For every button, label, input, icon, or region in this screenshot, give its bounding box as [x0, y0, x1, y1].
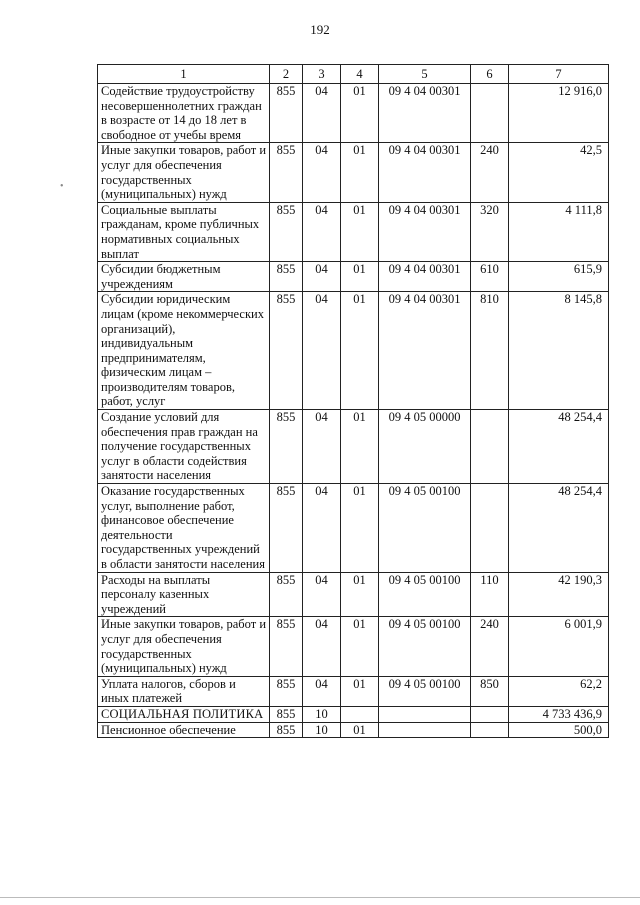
row-col-2: 855 [270, 722, 303, 738]
row-col-6 [471, 410, 509, 484]
row-name: Содействие трудоустройству несовершеннолетних граждан в возрасте от 14 до 18 лет в свободное от учебы время [98, 84, 270, 143]
row-col-7: 8 145,8 [509, 292, 609, 410]
header-col-6: 6 [471, 65, 509, 84]
row-col-3: 04 [303, 202, 341, 261]
row-col-5: 09 4 04 00301 [379, 202, 471, 261]
header-col-1: 1 [98, 65, 270, 84]
row-col-3: 04 [303, 143, 341, 202]
row-col-5 [379, 706, 471, 722]
row-col-6: 320 [471, 202, 509, 261]
row-col-5: 09 4 05 00100 [379, 484, 471, 573]
row-col-2: 855 [270, 143, 303, 202]
row-col-3: 04 [303, 410, 341, 484]
row-col-6 [471, 84, 509, 143]
row-col-7: 42,5 [509, 143, 609, 202]
row-col-2: 855 [270, 262, 303, 292]
row-col-3: 04 [303, 292, 341, 410]
row-col-7: 4 111,8 [509, 202, 609, 261]
row-col-4: 01 [341, 484, 379, 573]
row-name: Оказание государственных услуг, выполнение работ, финансовое обеспечение деятельности государственных учреждений в области занятости населения [98, 484, 270, 573]
row-name: СОЦИАЛЬНАЯ ПОЛИТИКА [98, 706, 270, 722]
row-col-7: 6 001,9 [509, 617, 609, 676]
row-col-5: 09 4 05 00000 [379, 410, 471, 484]
row-col-2: 855 [270, 484, 303, 573]
row-col-7: 4 733 436,9 [509, 706, 609, 722]
row-col-3: 04 [303, 84, 341, 143]
row-col-6 [471, 706, 509, 722]
row-name: Социальные выплаты гражданам, кроме публичных нормативных социальных выплат [98, 202, 270, 261]
table-row [98, 262, 609, 292]
table-row [98, 292, 609, 410]
table-row [98, 617, 609, 676]
row-col-2: 855 [270, 676, 303, 706]
page-bottom-edge [0, 897, 640, 898]
row-col-5: 09 4 04 00301 [379, 143, 471, 202]
row-col-4: 01 [341, 262, 379, 292]
row-col-5: 09 4 05 00100 [379, 676, 471, 706]
table-row [98, 484, 609, 573]
row-col-5: 09 4 05 00100 [379, 572, 471, 617]
row-col-4: 01 [341, 202, 379, 261]
header-col-2: 2 [270, 65, 303, 84]
row-name: Уплата налогов, сборов и иных платежей [98, 676, 270, 706]
row-col-6: 240 [471, 617, 509, 676]
row-col-6: 850 [471, 676, 509, 706]
table-row [98, 202, 609, 261]
table-row [98, 84, 609, 143]
row-col-6: 810 [471, 292, 509, 410]
row-name: Иные закупки товаров, работ и услуг для обеспечения государственных (муниципальных) нужд [98, 143, 270, 202]
table-row [98, 722, 609, 738]
row-col-2: 855 [270, 292, 303, 410]
margin-mark: • [60, 181, 64, 192]
row-col-2: 855 [270, 202, 303, 261]
row-col-7: 615,9 [509, 262, 609, 292]
row-col-2: 855 [270, 617, 303, 676]
row-col-4: 01 [341, 410, 379, 484]
table-header-row [98, 65, 609, 84]
row-col-3: 04 [303, 262, 341, 292]
header-col-7: 7 [509, 65, 609, 84]
row-col-6 [471, 722, 509, 738]
row-col-7: 500,0 [509, 722, 609, 738]
header-col-5: 5 [379, 65, 471, 84]
row-col-3: 10 [303, 706, 341, 722]
row-col-4: 01 [341, 572, 379, 617]
header-col-4: 4 [341, 65, 379, 84]
row-col-6: 110 [471, 572, 509, 617]
page-number: 192 [310, 22, 330, 37]
row-col-4: 01 [341, 722, 379, 738]
row-col-5: 09 4 05 00100 [379, 617, 471, 676]
row-col-4 [341, 706, 379, 722]
table-row [98, 410, 609, 484]
table-row [98, 706, 609, 722]
row-col-4: 01 [341, 617, 379, 676]
table-row [98, 676, 609, 706]
row-col-2: 855 [270, 572, 303, 617]
table-row [98, 143, 609, 202]
row-col-3: 04 [303, 484, 341, 573]
row-col-2: 855 [270, 706, 303, 722]
header-col-3: 3 [303, 65, 341, 84]
row-col-7: 48 254,4 [509, 484, 609, 573]
row-col-3: 04 [303, 676, 341, 706]
row-name: Пенсионное обеспечение [98, 722, 270, 738]
row-col-3: 04 [303, 617, 341, 676]
row-col-5: 09 4 04 00301 [379, 84, 471, 143]
row-col-4: 01 [341, 292, 379, 410]
row-col-7: 42 190,3 [509, 572, 609, 617]
row-col-4: 01 [341, 143, 379, 202]
row-col-3: 10 [303, 722, 341, 738]
row-col-2: 855 [270, 84, 303, 143]
budget-table [97, 64, 609, 738]
row-name: Создание условий для обеспечения прав граждан на получение государственных услуг в области содействия занятости населения [98, 410, 270, 484]
row-name: Иные закупки товаров, работ и услуг для обеспечения государственных (муниципальных) нужд [98, 617, 270, 676]
row-name: Субсидии бюджетным учреждениям [98, 262, 270, 292]
row-col-7: 48 254,4 [509, 410, 609, 484]
row-col-5: 09 4 04 00301 [379, 292, 471, 410]
row-col-3: 04 [303, 572, 341, 617]
row-col-4: 01 [341, 676, 379, 706]
row-col-5 [379, 722, 471, 738]
row-name: Расходы на выплаты персоналу казенных учреждений [98, 572, 270, 617]
table-row [98, 572, 609, 617]
row-name: Субсидии юридическим лицам (кроме некоммерческих организаций), индивидуальным предпринимателям, физическим лицам – производителям товаров, работ, услуг [98, 292, 270, 410]
row-col-6: 240 [471, 143, 509, 202]
row-col-7: 62,2 [509, 676, 609, 706]
row-col-5: 09 4 04 00301 [379, 262, 471, 292]
row-col-4: 01 [341, 84, 379, 143]
row-col-6: 610 [471, 262, 509, 292]
row-col-6 [471, 484, 509, 573]
row-col-2: 855 [270, 410, 303, 484]
row-col-7: 12 916,0 [509, 84, 609, 143]
